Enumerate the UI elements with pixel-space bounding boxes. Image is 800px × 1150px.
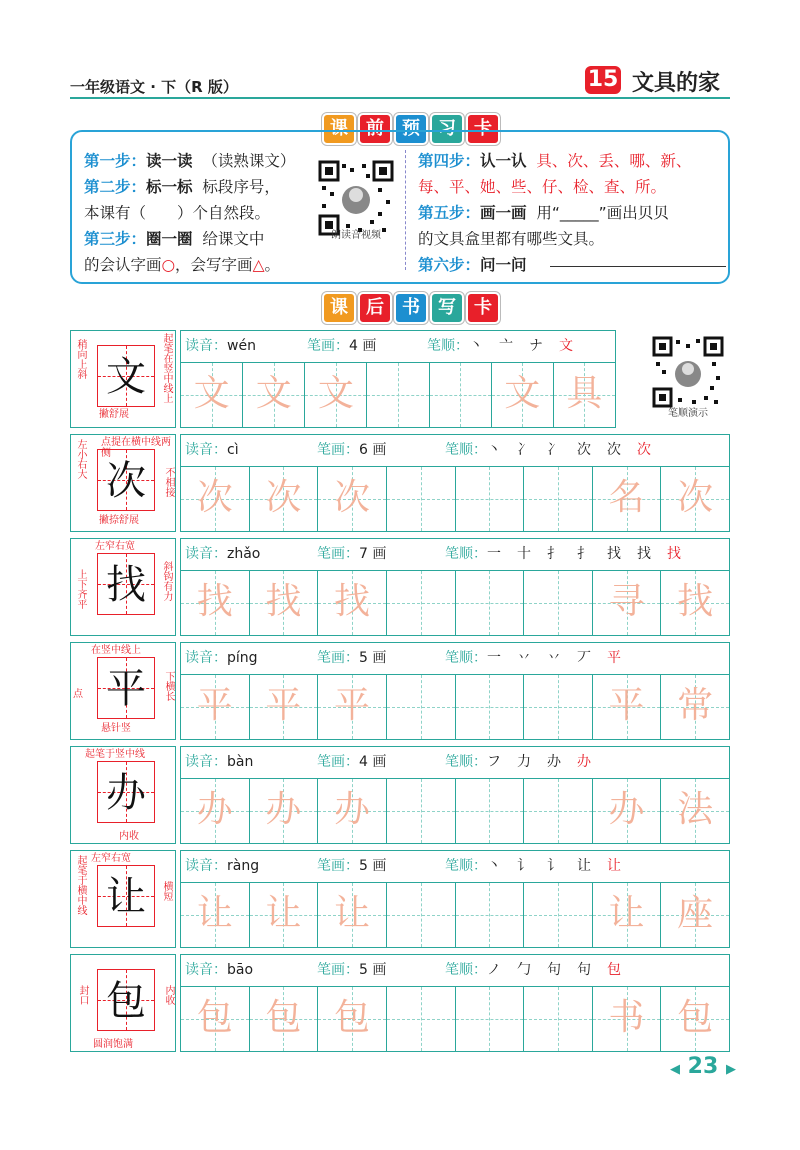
model-char: 文 [106, 354, 146, 400]
stroke-step: 丆 [577, 650, 591, 666]
stroke-step: 找 [667, 546, 681, 562]
circle-icon: ○ [161, 256, 176, 274]
writing-tip: 左窄右宽 [91, 853, 131, 864]
stroke-count: 笔画：7 画 [317, 546, 387, 562]
stroke-count: 笔画：4 画 [317, 754, 387, 770]
writing-tip: 左小右大 [75, 439, 86, 479]
stroke-step: 讠 [547, 858, 561, 874]
char-row-3 [70, 642, 730, 740]
writing-tip: 内收 [119, 831, 139, 842]
practice-cell[interactable] [524, 675, 593, 739]
practice-grid [180, 986, 730, 1052]
writing-tip: 起笔在竖中线上 [161, 333, 172, 403]
writing-tip: 点 [73, 689, 83, 700]
stroke-step: フ [487, 754, 501, 770]
triangle-icon: △ [252, 256, 265, 274]
stroke-step: 冫 [547, 442, 561, 458]
stroke-step: 次 [577, 442, 591, 458]
practice-cell[interactable] [524, 467, 593, 531]
writing-tip: 稍向上斜 [75, 339, 86, 379]
char-info-bar [180, 434, 730, 466]
practice-cell[interactable] [456, 467, 525, 531]
tian-grid [97, 865, 155, 927]
practice-cell[interactable] [387, 987, 456, 1051]
tian-grid [97, 553, 155, 615]
stroke-order: 笔顺：ノ 勹 句 句 包 [445, 955, 637, 985]
stroke-step: 亠 [499, 338, 513, 354]
practice-cell[interactable]: 让 [318, 883, 387, 947]
writing-tip: 起笔于竖中线 [85, 749, 145, 760]
stroke-count: 笔画：6 画 [317, 442, 387, 458]
banner-char: 课 [322, 113, 356, 145]
practice-cell[interactable] [456, 571, 525, 635]
writing-tip: 横短 [161, 881, 172, 901]
practice-cell[interactable]: 平 [318, 675, 387, 739]
practice-cell[interactable]: 办 [250, 779, 319, 843]
pinyin: 读音：ràng [185, 858, 260, 874]
stroke-count: 笔画：4 画 [307, 338, 377, 354]
practice-cell[interactable] [387, 467, 456, 531]
stroke-step: 办 [577, 754, 591, 770]
stroke-step: 句 [577, 962, 591, 978]
banner-char: 卡 [466, 113, 500, 145]
practice-cell[interactable] [524, 883, 593, 947]
stroke-step: 扌 [577, 546, 591, 562]
practice-cell[interactable] [456, 779, 525, 843]
model-char-box [70, 434, 176, 532]
practice-cell[interactable]: 常 [661, 675, 730, 739]
practice-cell[interactable] [387, 675, 456, 739]
model-char: 次 [106, 458, 146, 504]
practice-cell[interactable]: 让 [250, 883, 319, 947]
stroke-step: 讠 [517, 858, 531, 874]
banner-char: 写 [430, 292, 464, 324]
practice-cell[interactable]: 包 [250, 987, 319, 1051]
practice-cell[interactable]: 包 [661, 987, 730, 1051]
practice-cell[interactable]: 包 [318, 987, 387, 1051]
tian-grid [97, 761, 155, 823]
practice-cell[interactable]: 座 [661, 883, 730, 947]
stroke-order: 笔顺：一 丷 丷 丆 平 [445, 643, 637, 673]
stroke-step: 次 [607, 442, 621, 458]
answer-line[interactable] [550, 266, 726, 267]
practice-cell[interactable]: 办 [593, 779, 662, 843]
stroke-step: 句 [547, 962, 561, 978]
pinyin: 读音：wén [185, 338, 256, 354]
pinyin: 读音：bàn [185, 754, 254, 770]
practice-cell[interactable]: 平 [593, 675, 662, 739]
practice-grid [180, 362, 616, 428]
practice-cell[interactable]: 平 [181, 675, 250, 739]
stroke-step: ナ [529, 338, 543, 354]
practice-cell[interactable]: 让 [593, 883, 662, 947]
stroke-step: 让 [577, 858, 591, 874]
stroke-step: 丶 [487, 858, 501, 874]
practice-cell[interactable]: 次 [318, 467, 387, 531]
writing-tip: 撇舒展 [99, 409, 129, 420]
writing-tip: 左窄右宽 [95, 541, 135, 552]
tian-grid [97, 345, 155, 407]
char-info-bar [180, 954, 730, 986]
header-divider [70, 97, 730, 99]
stroke-step: 找 [607, 546, 621, 562]
writing-tip: 斜钩有力 [161, 561, 172, 601]
practice-cell[interactable]: 法 [661, 779, 730, 843]
step-3-line2: 的会认字画○，会写字画△。 [84, 256, 280, 274]
qr-label: 朗读音视频 [331, 230, 381, 241]
stroke-step: 一 [487, 546, 501, 562]
practice-grid [180, 570, 730, 636]
practice-cell[interactable] [524, 779, 593, 843]
stroke-step: 次 [637, 442, 651, 458]
tian-grid [97, 449, 155, 511]
practice-grid [180, 674, 730, 740]
practice-cell[interactable]: 次 [661, 467, 730, 531]
model-char: 平 [106, 666, 146, 712]
stroke-order: 笔顺：一 十 扌 扌 找 找 找 [445, 539, 697, 569]
banner-char: 卡 [466, 292, 500, 324]
practice-grid [180, 466, 730, 532]
practice-cell[interactable]: 次 [181, 467, 250, 531]
practice-cell[interactable]: 书 [593, 987, 662, 1051]
model-char-box [70, 642, 176, 740]
tian-grid [97, 657, 155, 719]
practice-cell[interactable] [524, 987, 593, 1051]
stroke-step: 文 [559, 338, 573, 354]
stroke-count: 笔画：5 画 [317, 858, 387, 874]
practice-cell[interactable]: 文 [305, 363, 367, 427]
banner-char: 前 [358, 113, 392, 145]
model-char: 找 [106, 562, 146, 608]
writing-tip: 起笔于横中线 [75, 855, 86, 915]
practice-grid [180, 778, 730, 844]
writing-tip: 不相接 [163, 467, 174, 497]
pinyin: 读音：bāo [185, 962, 254, 978]
lesson-title: 文具的家 [632, 71, 721, 96]
practice-cell[interactable]: 文 [181, 363, 243, 427]
stroke-step: 丷 [547, 650, 561, 666]
step-4-line2: 每、平、她、些、仔、检、查、所。 [418, 178, 667, 196]
stroke-order: 笔顺：フ 力 办 办 [445, 747, 607, 777]
writing-tip: 内收 [163, 985, 174, 1005]
practice-cell[interactable]: 文 [243, 363, 305, 427]
pinyin: 读音：píng [185, 650, 258, 666]
practice-cell[interactable] [456, 883, 525, 947]
stroke-step: 丶 [469, 338, 483, 354]
practice-cell[interactable]: 找 [181, 571, 250, 635]
pinyin: 读音：cì [185, 442, 239, 458]
writing-tip: 在竖中线上 [91, 645, 141, 656]
stroke-step: 冫 [517, 442, 531, 458]
model-char-box [70, 538, 176, 636]
practice-cell[interactable]: 让 [181, 883, 250, 947]
model-char-box [70, 850, 176, 948]
banner-char: 习 [430, 113, 464, 145]
prev-triangle-icon: ◀ [670, 1062, 680, 1077]
practice-cell[interactable]: 找 [318, 571, 387, 635]
practice-cell[interactable] [456, 675, 525, 739]
writing-tip: 点提在横中线两侧 [101, 437, 171, 459]
model-char: 办 [106, 770, 146, 816]
banner-char: 后 [358, 292, 392, 324]
practice-cell[interactable] [430, 363, 492, 427]
practice-cell[interactable] [387, 883, 456, 947]
model-char-box [70, 954, 176, 1052]
writing-tip: 悬针竖 [101, 723, 131, 734]
practice-cell[interactable] [387, 779, 456, 843]
step-1: 第一步：读一读 （读熟课文） [84, 152, 296, 170]
writing-tip: 上下齐平 [75, 569, 86, 609]
practice-cell[interactable]: 找 [661, 571, 730, 635]
step-3: 第三步：圈一圈 给课文中 [84, 230, 265, 248]
practice-cell[interactable] [524, 571, 593, 635]
qr-code-icon[interactable] [652, 330, 724, 414]
step-4: 第四步：认一认 具、次、丢、哪、新、 [418, 152, 692, 170]
stroke-step: 力 [517, 754, 531, 770]
writing-tip: 撇捺舒展 [99, 515, 139, 526]
stroke-step: 勹 [517, 962, 531, 978]
stroke-order: 笔顺：丶 亠 ナ 文 [427, 331, 589, 361]
stroke-count: 笔画：5 画 [317, 650, 387, 666]
banner-char: 课 [322, 292, 356, 324]
stroke-step: 丷 [517, 650, 531, 666]
char-info-bar [180, 642, 730, 674]
step-5: 第五步：画一画 用“_____”画出贝贝 [418, 204, 669, 222]
step-5-line2: 的文具盒里都有哪些文具。 [418, 230, 605, 248]
practice-cell[interactable] [456, 987, 525, 1051]
stroke-step: 包 [607, 962, 621, 978]
writing-tip: 下横长 [163, 671, 174, 701]
char-row-6 [70, 954, 730, 1052]
practice-cell[interactable]: 名 [593, 467, 662, 531]
stroke-step: 让 [607, 858, 621, 874]
practice-cell[interactable] [387, 571, 456, 635]
char-info-bar [180, 538, 730, 570]
page-number: ◀ 23 ▶ [670, 1054, 736, 1079]
char-row-0 [70, 330, 730, 428]
stroke-step: 办 [547, 754, 561, 770]
step-6: 第六步：问一问 [418, 256, 527, 274]
stroke-step: 扌 [547, 546, 561, 562]
stroke-step: 一 [487, 650, 501, 666]
char-info-bar [180, 746, 730, 778]
practice-cell[interactable]: 具 [554, 363, 616, 427]
stroke-count: 笔画：5 画 [317, 962, 387, 978]
writing-card-banner [322, 292, 502, 322]
banner-char: 预 [394, 113, 428, 145]
practice-cell[interactable]: 寻 [593, 571, 662, 635]
writing-tip: 圆润饱满 [93, 1039, 133, 1050]
practice-cell[interactable]: 文 [492, 363, 554, 427]
practice-cell[interactable]: 平 [250, 675, 319, 739]
book-title: 一年级语文 · 下（R 版） [70, 78, 238, 96]
model-char-box [70, 330, 176, 428]
char-info-bar [180, 330, 616, 362]
char-row-5 [70, 850, 730, 948]
char-row-2 [70, 538, 730, 636]
char-row-1 [70, 434, 730, 532]
model-char: 让 [106, 874, 146, 920]
model-char: 包 [106, 978, 146, 1024]
lesson-number-badge: 15 [585, 66, 621, 94]
qr-label: 笔顺演示 [668, 408, 708, 419]
char-info-bar [180, 850, 730, 882]
stroke-step: 平 [607, 650, 621, 666]
practice-grid [180, 882, 730, 948]
stroke-step: ノ [487, 962, 501, 978]
practice-cell[interactable]: 包 [181, 987, 250, 1051]
stroke-step: 丶 [487, 442, 501, 458]
practice-cell[interactable]: 办 [181, 779, 250, 843]
practice-cell[interactable]: 找 [250, 571, 319, 635]
card-divider [405, 150, 406, 270]
step-2-line2: 本课有（ ）个自然段。 [84, 204, 271, 222]
writing-tip: 封口 [77, 985, 88, 1005]
practice-cell[interactable]: 次 [250, 467, 319, 531]
stroke-step: 找 [637, 546, 651, 562]
pinyin: 读音：zhǎo [185, 546, 261, 562]
step-2: 第二步：标一标 标段序号， [84, 178, 280, 196]
stroke-order: 笔顺：丶 讠 讠 让 让 [445, 851, 637, 881]
practice-cell[interactable] [367, 363, 429, 427]
next-triangle-icon: ▶ [725, 1062, 736, 1077]
stroke-step: 十 [517, 546, 531, 562]
char-row-4 [70, 746, 730, 844]
model-char-box [70, 746, 176, 844]
tian-grid [97, 969, 155, 1031]
banner-char: 书 [394, 292, 428, 324]
practice-cell[interactable]: 办 [318, 779, 387, 843]
stroke-order: 笔顺：丶 冫 冫 次 次 次 [445, 435, 667, 465]
